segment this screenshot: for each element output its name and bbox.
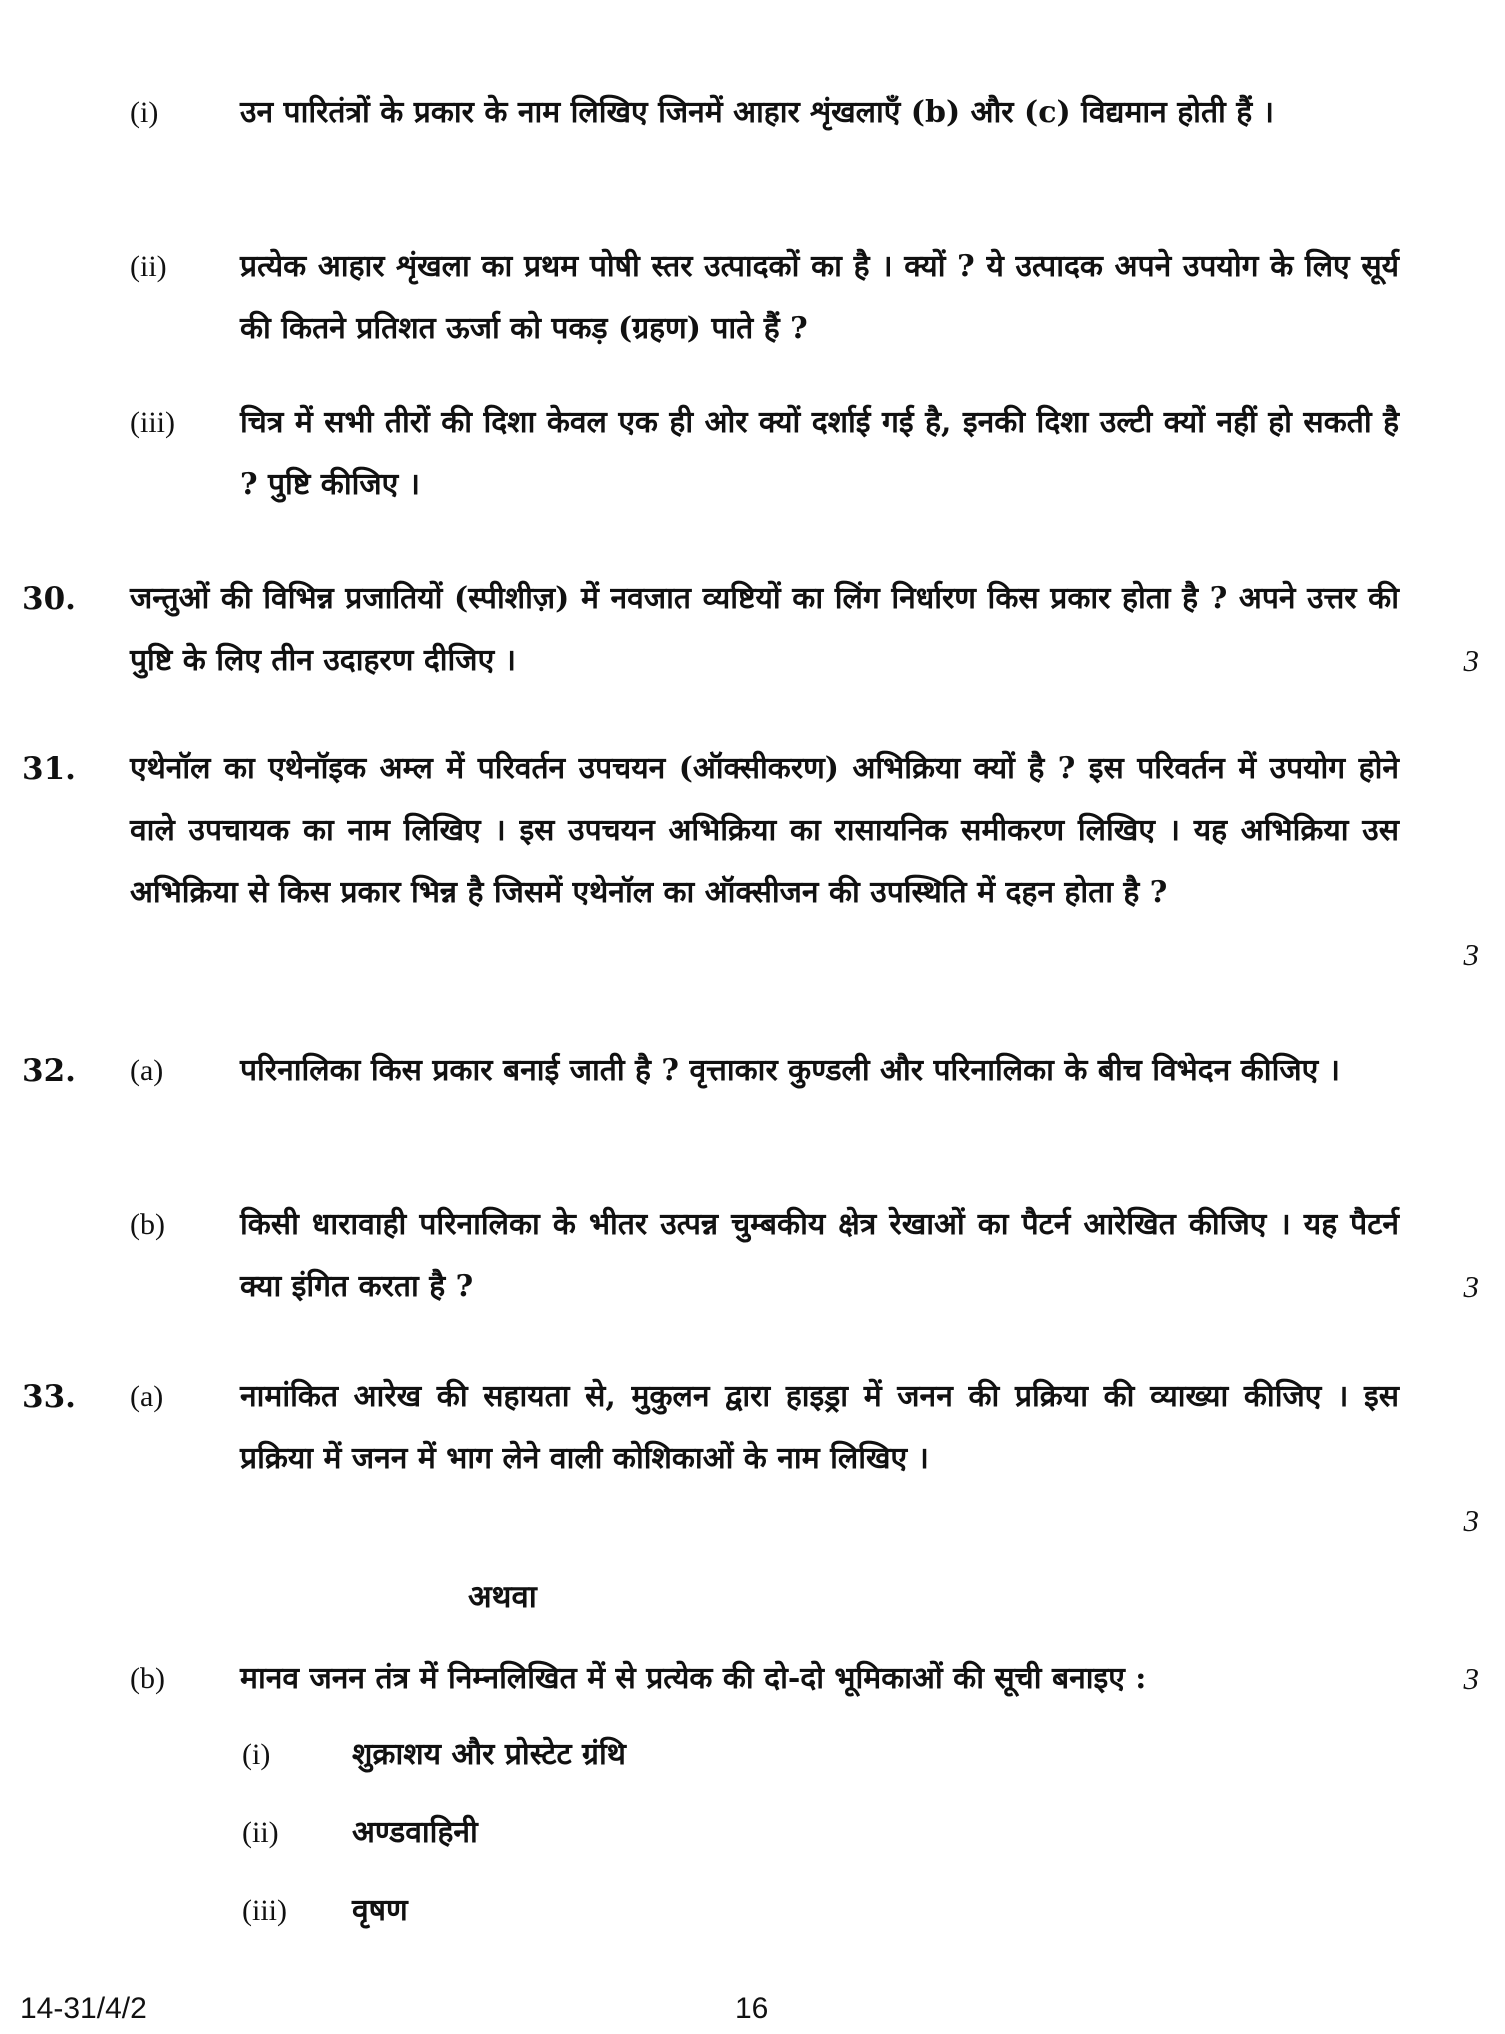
question-text: एथेनॉल का एथेनॉइक अम्ल में परिवर्तन उपचयन (ऑक्सीकरण) अभिक्रिया क्यों है ? इस परिवर्तन में उपयोग होने वाले उपचायक का नाम लिखिए । इस उपचयन अभिक्रिया का रासायनिक समीकरण लिखिए । यह अभिक्रिया उस अभिक्रिया से किस प्रकार भिन्न है जिसमें एथेनॉल का ऑक्सीजन की उपस्थिति में दहन होता है ? — [130, 751, 1399, 910]
question-number: 30. — [22, 581, 76, 617]
paper-code: 14-31/4/2 — [20, 1992, 147, 2025]
part-b-text: मानव जनन तंत्र में निम्नलिखित में से प्रत्येक की दो-दो भूमिकाओं की सूची बनाइए : — [240, 1661, 1147, 1696]
part-label-b: (b) — [130, 1208, 165, 1241]
subitem-label: (ii) — [242, 1816, 279, 1849]
subitem-label: (iii) — [242, 1894, 287, 1927]
marks: 3 — [1463, 1503, 1479, 1538]
subitem-text: शुक्राशय और प्रोस्टेट ग्रंथि — [352, 1737, 626, 1772]
marks: 3 — [1463, 1269, 1479, 1304]
part-a-text: परिनालिका किस प्रकार बनाई जाती है ? वृत्ताकार कुण्डली और परिनालिका के बीच विभेदन कीजिए । — [240, 1053, 1341, 1088]
or-label: अथवा — [468, 1579, 537, 1615]
item-text: प्रत्येक आहार शृंखला का प्रथम पोषी स्तर उत्पादकों का है । क्यों ? ये उत्पादक अपने उपयोग के लिए सूर्य की कितने प्रतिशत ऊर्जा को पकड़ (ग्रहण) पाते हैं ? — [240, 249, 1399, 346]
part-label-a: (a) — [130, 1054, 164, 1087]
item-label: (ii) — [130, 250, 167, 283]
marks: 3 — [1463, 643, 1479, 678]
subitem-text: अण्डवाहिनी — [352, 1815, 478, 1850]
page-number: 16 — [735, 1992, 769, 2025]
subitem-text: वृषण — [352, 1893, 408, 1928]
part-label-b: (b) — [130, 1662, 165, 1695]
question-text: जन्तुओं की विभिन्न प्रजातियों (स्पीशीज़) में नवजात व्यष्टियों का लिंग निर्धारण किस प्रकार होता है ? अपने उत्तर की पुष्टि के लिए तीन उदाहरण दीजिए । — [130, 581, 1399, 678]
item-text: चित्र में सभी तीरों की दिशा केवल एक ही ओर क्यों दर्शाई गई है, इनकी दिशा उल्टी क्यों नहीं हो सकती है ? पुष्टि कीजिए । — [240, 405, 1399, 502]
marks: 3 — [1463, 937, 1479, 972]
part-label-a: (a) — [130, 1380, 164, 1413]
item-label: (i) — [130, 96, 159, 129]
question-number: 31. — [22, 751, 76, 787]
item-label: (iii) — [130, 406, 175, 439]
subitem-label: (i) — [242, 1738, 271, 1771]
marks: 3 — [1463, 1661, 1479, 1696]
item-text: उन पारितंत्रों के प्रकार के नाम लिखिए जिनमें आहार शृंखलाएँ (b) और (c) विद्यमान होती हैं । — [240, 95, 1275, 130]
question-number: 33. — [22, 1379, 76, 1415]
part-b-text: किसी धारावाही परिनालिका के भीतर उत्पन्न चुम्बकीय क्षेत्र रेखाओं का पैटर्न आरेखित कीजिए । यह पैटर्न क्या इंगित करता है ? — [240, 1207, 1399, 1304]
question-number: 32. — [22, 1053, 76, 1089]
part-a-text: नामांकित आरेख की सहायता से, मुकुलन द्वारा हाइड्रा में जनन की प्रक्रिया की व्याख्या कीजिए । इस प्रक्रिया में जनन में भाग लेने वाली कोशिकाओं के नाम लिखिए । — [240, 1379, 1399, 1476]
